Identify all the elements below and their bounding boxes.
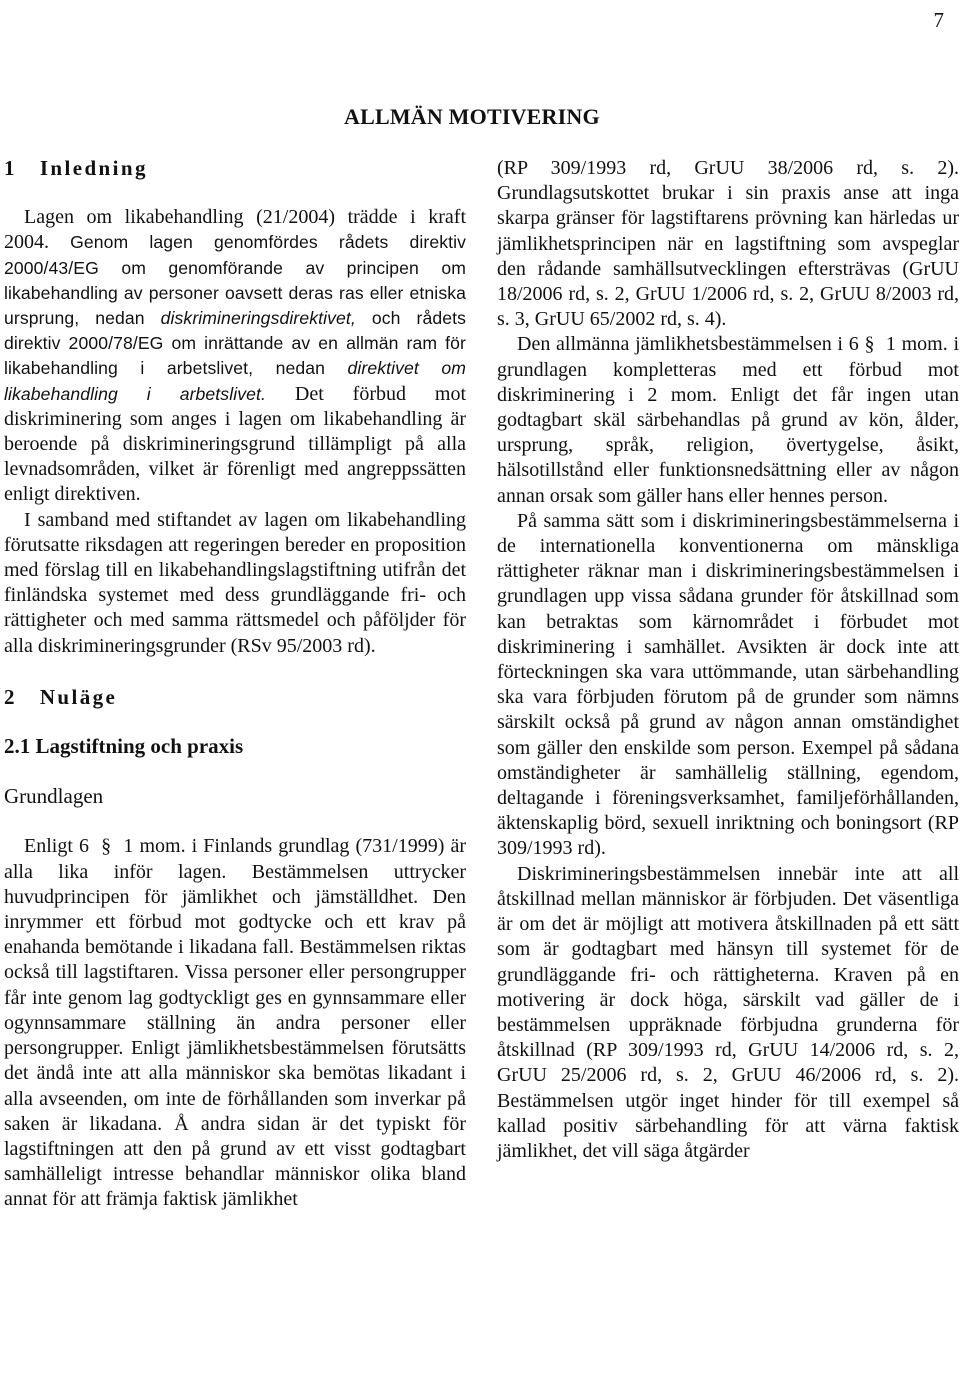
paragraph-samma-satt: På samma sätt som i diskrimineringsbestämmelserna i de internationella konventionerna om mänskliga rättigheter räknar man i diskrimineringsbestämmelsen i grundlagen upp vissa sådana grunder för åtskillnad som kan betraktas som kärnområdet i förbudet mot diskriminering i samhället. Avsikten är dock inte att förteckningen ska vara uttömmande, utan särbehandling ska vara förbjuden förutom på de grunder som nämns särskilt också på grund av någon annan omständighet som gäller den enskilde som person. Exempel på sådana omständigheter är samhällelig ställning, egendom, deltagande i föreningsverksamhet, familjeförhållanden, äktenskaplig börd, sexuell inriktning och boningsort (RP 309/1993 rd). [497, 509, 959, 860]
heading-inledning [4, 156, 466, 181]
paragraph-jamlikhet-a: Den allmänna jämlikhetsbestämmelsen i 6 [517, 333, 859, 356]
term-likabehandling-arbetslivet: direktivet om likabehandling i arbetslivet. [4, 358, 467, 404]
heading-text: Inledning [39, 156, 148, 180]
paragraph-intro-serif: Lagen om likabehandling (21/2004) trädde i kraft 2004. [4, 206, 466, 254]
paragraph-enligt-a: Enligt 6 [24, 835, 89, 858]
paragraph-jamlikhet-b: 1 mom. i grundlagen kompletteras med ett förbud mot diskriminering i 2 mom. Enligt det får ingen utan godtagbart skäl särbehandlas på grund av kön, ålder, ursprung, språk, religion, övertygelse, åsikt, hälsotillstånd eller funktionsnedsättning eller av någon annan orsak som gäller hans eller hennes person. [497, 333, 960, 507]
heading-number: 2 [4, 684, 17, 709]
paragraph-intro-c: Det förbud mot diskriminering som anges i lagen om likabehandling är beroende på diskrimineringsgrund tillämpligt på alla levnadsområden, vilket är förenligt med angreppssätten enligt direktiven. [4, 382, 466, 506]
subheading-grundlagen: Grundlagen [4, 784, 104, 809]
paragraph-intro-b: och rådets direktiv 2000/78/EG om inrättande av en allmän ram för likabehandling i arbetslivet, nedan [4, 308, 467, 379]
heading-text: Nuläge [39, 684, 118, 709]
subheading-lagstiftning: 2.1 Lagstiftning och praxis [4, 734, 244, 759]
paragraph-diskriminering: Diskrimineringsbestämmelsen innebär inte att all åtskillnad mellan människor är förbjuden. Det väsentliga är om det är möjligt att motivera åtskillnaden på ett sätt som är godtagbart med hänsyn till systemet för de grundläggande fri- och rättigheterna. Kraven på en motivering är dock höga, särskilt vad gäller de i bestämmelsen uppräknade förbjudna grunderna för åtskillnad (RP 309/1993 rd, GrUU 14/2006 rd, s. 2, GrUU 25/2006 rd, s. 2, GrUU 46/2006 rd, s. 2). Bestämmelsen utgör inget hinder för till exempel så kallad positiv särbehandling för att värna faktisk jämlikhet, det vill säga åtgärder [497, 862, 959, 1162]
paragraph-enligt-b: 1 mom. i Finlands grundlag (731/1999) är alla lika inför lagen. Bestämmelsen uttrycker huvudprincipen för jämlikhet och jämställdhet. Den inrymmer ett förbud mot godtycke och ett krav på enahanda bemötande i likadana fall. Bestämmelsen riktas också till lagstiftaren. Vissa personer eller persongrupper får inte genom lag godtyckligt ges en gynnsammare eller ogynnsammare ställning än andra personer eller persongrupper. Enligt jämlikhetsbestämmelsen förutsätts det ändå inte att alla människor ska bemötas likadant i alla avseenden, om inte de förhållanden som inverkar på saken är likadana. Å andra sidan är det typiskt för lagstiftningen att den på grund av ett visst godtagbart samhälleligt intresse behandlar människor olika bland annat för att främja faktisk jämlikhet [4, 835, 466, 1211]
paragraph-enligt [4, 834, 466, 1212]
paragraph-intro-a: Genom lagen genomfördes rådets direktiv 2000/43/EG om genomförande av principen om likabehandling av personer oavsett deras ras eller etniska ursprung, nedan [4, 232, 467, 329]
paragraph-intro [4, 205, 466, 507]
paragraph-riksdagen: I samband med stiftandet av lagen om likabehandling förutsatte riksdagen att regeringen bereder en proposition med förslag till en likabehandlingslagstiftning utifrån det finländska systemet med dess grundläggande fri- och rättigheter och med samma rättsmedel och påföljder för alla diskrimineringsgrunder (RSv 95/2003 rd). [4, 508, 466, 657]
page-number: 7 [933, 8, 944, 32]
heading-nulage [4, 685, 466, 710]
paragraph-rp: (RP 309/1993 rd, GrUU 38/2006 rd, s. 2). Grundlagsutskottet brukar i sin praxis anse att inga skarpa gränser för lagstiftarens prövning kan härledas ur jämlikhetsprincipen när en lagstiftning som avspeglar den rådande samhällsutvecklingen eftersträvas (GrUU 18/2006 rd, s. 2, GrUU 1/2006 rd, s. 2, GrUU 8/2003 rd, s. 3, GrUU 65/2002 rd, s. 4). [497, 157, 959, 331]
section-sign: § [864, 333, 875, 356]
section-title: ALLMÄN MOTIVERING [344, 104, 600, 129]
right-column [497, 156, 959, 1164]
paragraph-jamlikhet [497, 332, 959, 508]
left-column [4, 156, 466, 1213]
section-sign: § [101, 835, 112, 858]
term-diskrimineringsdirektivet: diskrimineringsdirektivet, [160, 308, 356, 329]
heading-number: 1 [4, 156, 17, 180]
